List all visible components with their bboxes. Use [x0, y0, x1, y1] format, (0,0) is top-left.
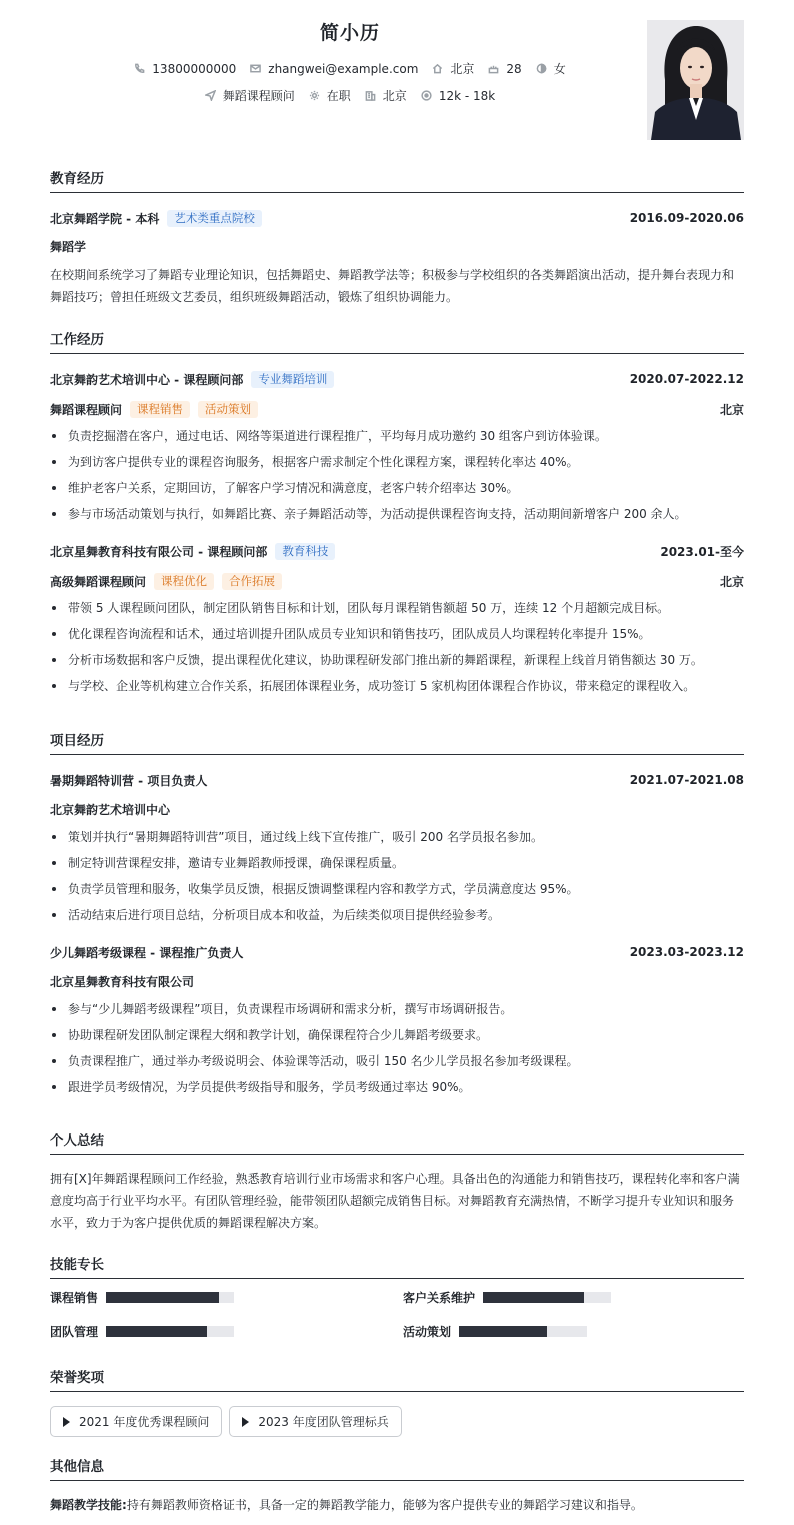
- bullet-item: 跟进学员考级情况，为学员提供考级指导和服务，学员考级通过率达 90%。: [50, 1074, 744, 1100]
- skill-bar-fill: [459, 1326, 547, 1337]
- bullet-item: 负责学员管理和服务，收集学员反馈，根据反馈调整课程内容和教学方式，学员满意度达 95%。: [50, 876, 744, 902]
- resume-header: [50, 0, 744, 150]
- section-title: 技能专长: [50, 1257, 744, 1279]
- skill-item: [50, 1323, 403, 1340]
- section-title: 项目经历: [50, 733, 744, 755]
- awards-list: [50, 1406, 744, 1437]
- basic-info-row: [50, 60, 650, 77]
- role-tag: 活动策划: [198, 401, 258, 418]
- play-icon: [63, 1417, 70, 1427]
- section-title: 个人总结: [50, 1133, 744, 1155]
- phone-icon: [134, 63, 145, 74]
- section-title: 其他信息: [50, 1459, 744, 1481]
- role-left: [50, 401, 258, 418]
- phone-item: [134, 62, 236, 76]
- skill-label: 客户关系维护: [403, 1291, 476, 1305]
- cake-icon: [488, 63, 499, 74]
- bullet-item: 参与市场活动策划与执行，如舞蹈比赛、亲子舞蹈活动等，为活动提供课程咨询支持，活动期间新增客户 200 余人。: [50, 501, 744, 527]
- email-item: [250, 62, 418, 76]
- bullet-item: 与学校、企业等机构建立合作关系，拓展团体课程业务，成功签订 5 家机构团体课程合作协议，带来稳定的课程收入。: [50, 673, 744, 699]
- job-item: [205, 87, 295, 104]
- job-info-row: [50, 87, 650, 104]
- other-section: [50, 1459, 744, 1516]
- education-date: 2016.09-2020.06: [629, 211, 744, 225]
- skill-item: [403, 1289, 744, 1306]
- bullet-item: 策划并执行“暑期舞蹈特训营”项目，通过线上线下宣传推广，吸引 200 名学员报名参加。: [50, 824, 744, 850]
- honors-section: [50, 1370, 744, 1437]
- skill-label: 活动策划: [403, 1325, 452, 1339]
- coin-icon: [421, 90, 432, 101]
- company-name: 北京星舞教育科技有限公司 - 课程顾问部: [50, 544, 268, 559]
- other-info: [50, 1494, 744, 1516]
- skill-bar: [483, 1292, 611, 1303]
- status-item: [309, 87, 351, 104]
- company-tag: 教育科技: [275, 543, 335, 560]
- award-item: [229, 1406, 401, 1437]
- award-text: 2021 年度优秀课程顾问: [79, 1415, 210, 1429]
- bullet-item: 参与“少儿舞蹈考级课程”项目，负责课程市场调研和需求分析，撰写市场调研报告。: [50, 996, 744, 1022]
- work-section: [50, 332, 744, 699]
- project-org: 北京星舞教育科技有限公司: [50, 975, 195, 989]
- section-title: 工作经历: [50, 332, 744, 354]
- bullet-item: 带领 5 人课程顾问团队，制定团队销售目标和计划，团队每月课程销售额超 50 万，连续 12 个月超额完成目标。: [50, 595, 744, 621]
- work-bullets: [50, 423, 744, 527]
- role-row: [50, 571, 744, 591]
- project-name: 少儿舞蹈考级课程 - 课程推广负责人: [50, 945, 244, 960]
- company-name: 北京舞韵艺术培训中心 - 课程顾问部: [50, 372, 244, 387]
- work-entry-left: [50, 543, 335, 560]
- send-icon: [205, 90, 216, 101]
- skill-item: [50, 1289, 403, 1306]
- gender-icon: [536, 63, 547, 74]
- bullet-item: 活动结束后进行项目总结，分析项目成本和收益，为后续类似项目提供经验参考。: [50, 902, 744, 928]
- gender-item: [536, 60, 566, 77]
- school-name: 北京舞蹈学院 - 本科: [50, 211, 160, 226]
- bullet-item: 分析市场数据和客户反馈，提出课程优化建议，协助课程研发部门推出新的舞蹈课程，新课程上线首月销售额达 30 万。: [50, 647, 744, 673]
- skill-item: [403, 1323, 744, 1340]
- skill-label: 团队管理: [50, 1325, 99, 1339]
- bullet-item: 维护老客户关系，定期回访，了解客户学习情况和满意度，老客户转介绍率达 30%。: [50, 475, 744, 501]
- project-org: 北京舞韵艺术培训中心: [50, 803, 171, 817]
- summary-text: 拥有[X]年舞蹈课程顾问工作经验，熟悉教育培训行业市场需求和客户心理。具备出色的沟通能力和销售技巧，课程转化率和客户满意度均高于行业平均水平。有团队管理经验，能带领团队超额完成销售目标。对舞蹈教育充满热情，不断学习提升专业知识和服务水平，致力于为客户提供优质的舞蹈课程解决方案。: [50, 1172, 740, 1230]
- work-entry-head: [50, 369, 744, 389]
- city-text: 北京: [450, 62, 475, 76]
- skill-bar-fill: [106, 1326, 207, 1337]
- other-label: 舞蹈教学技能:: [50, 1498, 127, 1512]
- gender-text: 女: [553, 62, 566, 76]
- home-icon: [432, 63, 443, 74]
- major: 舞蹈学: [50, 240, 87, 254]
- company-tag: 专业舞蹈培训: [251, 371, 334, 388]
- project-date: 2021.07-2021.08: [629, 773, 744, 787]
- project-bullets: [50, 824, 744, 928]
- role-title: 高级舞蹈课程顾问: [50, 574, 147, 589]
- resume-page: [50, 0, 744, 1512]
- award-text: 2023 年度团队管理标兵: [258, 1415, 389, 1429]
- target-city-item: [365, 87, 407, 104]
- project-date: 2023.03-2023.12: [629, 945, 744, 959]
- work-date: 2023.01-至今: [660, 544, 744, 559]
- project-entry-head: [50, 942, 744, 962]
- role-tag: 课程销售: [130, 401, 190, 418]
- project-list: [50, 770, 744, 1100]
- skill-bar: [459, 1326, 587, 1337]
- school-tag: 艺术类重点院校: [167, 210, 262, 227]
- section-title: 教育经历: [50, 171, 744, 193]
- salary-item: [421, 89, 495, 103]
- education-description: 在校期间系统学习了舞蹈专业理论知识，包括舞蹈史、舞蹈教学法等；积极参与学校组织的各类舞蹈演出活动，提升舞台表现力和舞蹈技巧；曾担任班级文艺委员，组织班级舞蹈活动，锻炼了组织协调能力。: [50, 268, 735, 304]
- other-text: 持有舞蹈教师资格证书，具备一定的舞蹈教学能力，能够为客户提供专业的舞蹈学习建议和指导。: [126, 1498, 643, 1512]
- skill-bar-fill: [483, 1292, 584, 1303]
- work-list: [50, 369, 744, 699]
- gear-icon: [309, 90, 320, 101]
- work-entry-head: [50, 541, 744, 561]
- phone-text: 13800000000: [152, 61, 237, 76]
- work-date: 2020.07-2022.12: [629, 372, 744, 386]
- role-tag: 课程优化: [154, 573, 214, 590]
- bullet-item: 负责课程推广，通过举办考级说明会、体验课等活动，吸引 150 名少儿学员报名参加考级课程。: [50, 1048, 744, 1074]
- bullet-item: 为到访客户提供专业的课程咨询服务，根据客户需求制定个性化课程方案，课程转化率达 40%。: [50, 449, 744, 475]
- age-text: 28: [506, 61, 522, 76]
- status-text: 在职: [326, 89, 351, 103]
- job-text: 舞蹈课程顾问: [222, 89, 295, 103]
- work-entry-left: [50, 371, 334, 388]
- role-left: [50, 573, 282, 590]
- project-name: 暑期舞蹈特训营 - 项目负责人: [50, 773, 208, 788]
- bullet-item: 制定特训营课程安排，邀请专业舞蹈教师授课，确保课程质量。: [50, 850, 744, 876]
- role-title: 舞蹈课程顾问: [50, 402, 123, 417]
- award-item: [50, 1406, 222, 1437]
- role-tag: 合作拓展: [222, 573, 282, 590]
- bullet-item: 协助课程研发团队制定课程大纲和教学计划，确保课程符合少儿舞蹈考级要求。: [50, 1022, 744, 1048]
- work-location: 北京: [719, 574, 744, 589]
- skill-bar-fill: [106, 1292, 219, 1303]
- summary-section: [50, 1133, 744, 1234]
- building-icon: [365, 90, 376, 101]
- profile-photo: [647, 20, 744, 140]
- education-entry-head: [50, 208, 744, 228]
- play-icon: [242, 1417, 249, 1427]
- skill-bar: [106, 1292, 234, 1303]
- city-item: [432, 60, 474, 77]
- work-location: 北京: [719, 402, 744, 417]
- bullet-item: 优化课程咨询流程和话术，通过培训提升团队成员专业知识和销售技巧，团队成员人均课程转化率提升 15%。: [50, 621, 744, 647]
- target-city-text: 北京: [382, 89, 407, 103]
- bullet-item: 负责挖掘潜在客户，通过电话、网络等渠道进行课程推广，平均每月成功邀约 30 组客户到访体验课。: [50, 423, 744, 449]
- project-section: [50, 733, 744, 1100]
- salary-text: 12k - 18k: [438, 88, 496, 103]
- skill-label: 课程销售: [50, 1291, 99, 1305]
- age-item: [488, 62, 521, 76]
- skill-bar: [106, 1326, 234, 1337]
- work-bullets: [50, 595, 744, 699]
- section-title: 荣誉奖项: [50, 1370, 744, 1392]
- project-entry-head: [50, 770, 744, 790]
- education-section: [50, 171, 744, 308]
- project-bullets: [50, 996, 744, 1100]
- skills-section: [50, 1257, 744, 1340]
- email-text: zhangwei@example.com: [268, 61, 419, 76]
- mail-icon: [250, 63, 261, 74]
- profile-photo-image: [647, 20, 744, 140]
- candidate-name: 简小历: [319, 22, 380, 44]
- role-row: [50, 399, 744, 419]
- skills-grid: [50, 1289, 744, 1340]
